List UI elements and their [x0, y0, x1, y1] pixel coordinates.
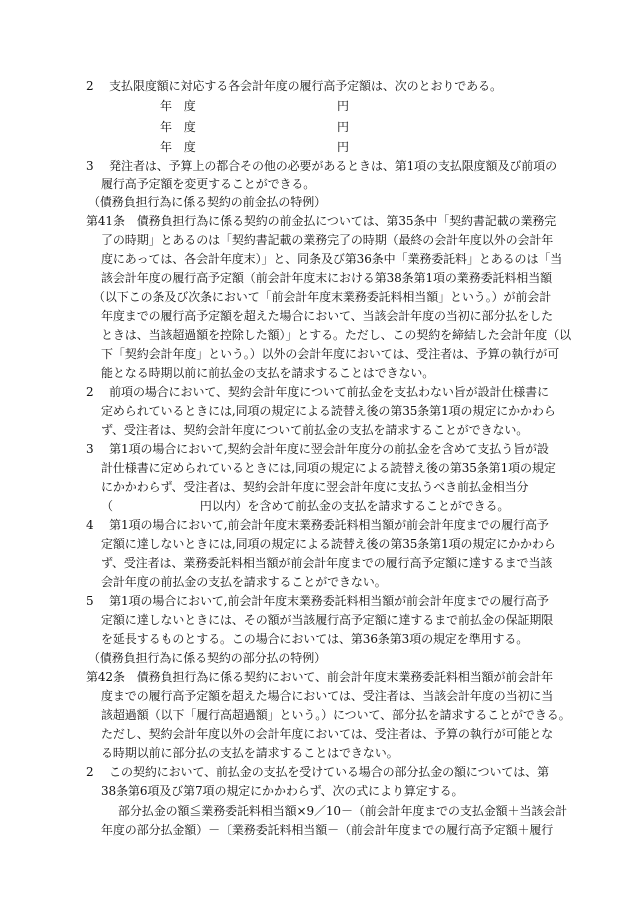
paragraph-5-line: 定額に達しないときには、その額が当該履行高予定額に達するまで前払金の保証期限 [101, 613, 554, 627]
paragraph-4-line: 定額に達しないときには,同項の規定による読替え後の第35条第1項の規定にかかわら [101, 537, 556, 551]
formula-line: 部分払金の額≦業務委託料相当額×9／10－（前会計年度までの支払金額＋当該会計 [118, 804, 568, 818]
section-heading: （債務負担行為に係る契約の部分払の特例） [88, 651, 327, 665]
article-41-line: 能となる時期以前に前払金の支払を請求することはできない。 [101, 366, 435, 380]
article-41-line: 該会計年度の履行高予定額（前会計年度末における第38条第1項の業務委託料相当額 [101, 271, 553, 285]
article-41-line: ときは、当該超過額を控除した額）」とする。ただし、この契約を締結した会計年度（以 [101, 328, 572, 342]
article-41-line: 年度までの履行高予定額を超えた場合において、当該会計年度の当初に部分払をした [101, 309, 553, 323]
clause-3-line: 3 発注者は、予算上の都合その他の必要があるときは、第1項の支払限度額及び前項の [86, 159, 557, 173]
yen-label: 円 [337, 120, 349, 134]
fiscal-year-label: 年 度 [160, 140, 196, 154]
paragraph-3-line: （ 円以内）を含めて前払金の支払を請求することができる。 [101, 499, 510, 513]
paragraph-2-line: ず、受注者は、契約会計年度について前払金の支払を請求することができない。 [101, 423, 529, 437]
paragraph-5-line: を延長するものとする。この場合においては、第36条第3項の規定を準用する。 [101, 632, 529, 646]
article-42-line: ただし、契約会計年度以外の会計年度においては、受注者は、予算の執行が可能とな [101, 727, 554, 741]
fiscal-year-label: 年 度 [160, 99, 196, 113]
paragraph-4-line: ず、受注者は、業務委託料相当額が前会計年度までの履行高予定額に達するまで当該 [101, 556, 553, 570]
article-41-line: （以下この条及び次条において「前会計年度末業務委託料相当額」という。）が前会計 [93, 290, 552, 304]
clause-3-line: 履行高予定額を変更することができる。 [101, 177, 316, 191]
paragraph-2-line: 2 前項の場合において、契約会計年度について前払金を支払わない旨が設計仕様書に [86, 385, 549, 399]
article-42-paragraph-2-line: 2 この契約において、前払金の支払を受けている場合の部分払金の額については、第 [86, 765, 549, 779]
paragraph-2-line: 定められているときには,同項の規定による読替え後の第35条第1項の規定にかかわら [101, 404, 556, 418]
yen-label: 円 [337, 140, 349, 154]
formula-line: 年度の部分払金額）－〔業務委託料相当額－（前会計年度までの履行高予定額＋履行 [101, 823, 554, 837]
article-42-line: 該超過額（以下「履行高超過額」という。）について、部分払を請求することができる。 [101, 708, 571, 722]
article-41-line: 度にあっては、各会計年度末）」と、同条及び第36条中「業務委託料」とあるのは「当 [101, 252, 563, 266]
article-41-line: 下「契約会計年度」という。）以外の会計年度においては、受注者は、予算の執行が可 [101, 347, 560, 361]
yen-label: 円 [337, 99, 349, 113]
paragraph-5-line: 5 第1項の場合において,前会計年度末業務委託料相当額が前会計年度までの履行高予 [86, 594, 549, 608]
clause-2-line: 2 支払限度額に対応する各会計年度の履行高予定額は、次のとおりである。 [86, 79, 502, 93]
paragraph-3-line: 計仕様書に定められているときには,同項の規定による読替え後の第35条第1項の規定 [101, 461, 556, 475]
article-42-line: 度までの履行高予定額を超えた場合においては、受注者は、当該会計年度の当初に当 [101, 689, 554, 703]
paragraph-3-line: 3 第1項の場合において,契約会計年度に翌会計年度分の前払金を含めて支払う旨が設 [86, 442, 549, 456]
paragraph-4-line: 会計年度の前払金の支払を請求することができない。 [101, 575, 387, 589]
paragraph-4-line: 4 第1項の場合において,前会計年度末業務委託料相当額が前会計年度までの履行高予 [86, 518, 549, 532]
paragraph-3-line: にかかわらず、受注者は、契約会計年度に翌会計年度に支払うべき前払金相当分 [101, 480, 529, 494]
section-heading: （債務負担行為に係る契約の前金払の特例） [88, 195, 327, 209]
article-41-line: 了の時期」とあるのは「契約書記載の業務完了の時期（最終の会計年度以外の会計年 [101, 233, 554, 247]
article-42-line: る時期以前に部分払の支払を請求することはできない。 [101, 746, 399, 760]
article-42-paragraph-2-line: 38条第6項及び第7項の規定にかかわらず、次の式により算定する。 [101, 784, 464, 798]
fiscal-year-label: 年 度 [160, 120, 196, 134]
article-41-line: 第41条 債務負担行為に係る契約の前金払については、第35条中「契約書記載の業務完 [86, 214, 557, 228]
article-42-line: 第42条 債務負担行為に係る契約において、前会計年度末業務委託料相当額が前会計年 [86, 670, 554, 684]
